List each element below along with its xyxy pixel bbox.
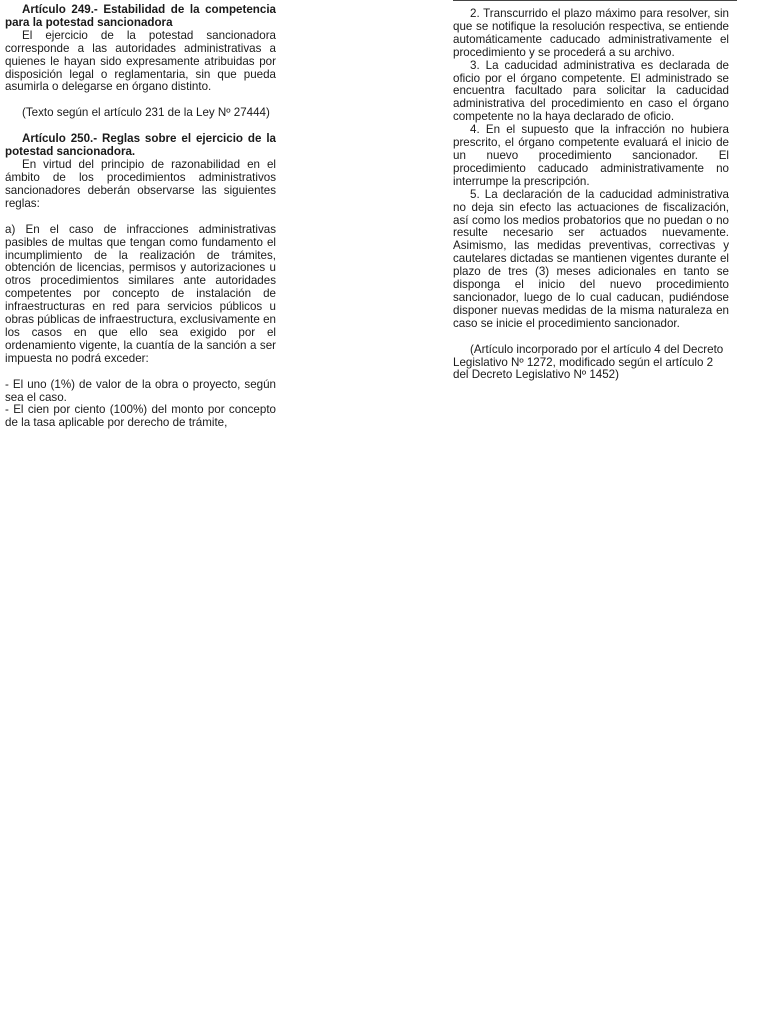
article-250-heading: Artículo 250.- Reglas sobre el ejercicio de la potestad sancionadora. <box>5 132 276 159</box>
article-250-rule-a-item-1: - El uno (1%) de valor de la obra o proyecto, según sea el caso. <box>5 377 276 404</box>
item-3: 3. La caducidad administrativa es declarada de oficio por el órgano competente. El administrado se encuentra facultado para solicitar la caducidad administrativa del procedimiento en caso el órgano competente no la haya declarado de oficio. <box>453 58 729 124</box>
article-249-note: (Texto según el artículo 231 de la Ley Nº 27444) <box>22 106 270 120</box>
item-5: 5. La declaración de la caducidad administrativa no deja sin efecto las actuaciones de fiscalización, así como los medios probatorios que no puedan o no resulte necesario ser actuados nuevamente. Asimismo, las medidas preventivas, correctivas y cautelares dictadas se mantienen vigentes durante el plazo de tres (3) meses adicionales en tanto se disponga el inicio del nuevo procedimiento sancionador, luego de lo cual caducan, pudiéndose disponer nuevas medidas de la misma naturaleza en caso se inicie el procedimiento sancionador. <box>453 187 729 330</box>
article-249-heading: Artículo 249.- Estabilidad de la competencia para la potestad sancionadora <box>5 3 276 29</box>
article-250-intro: En virtud del principio de razonabilidad en el ámbito de los procedimientos administrativos sancionadores deberán observarse las siguientes reglas: <box>5 158 276 210</box>
article-249-body: El ejercicio de la potestad sancionadora corresponde a las autoridades administrativas a quienes le hayan sido expresamente atribuidas por disposición legal o reglamentaria, sin que pueda asumirla o delegarse en órgano distinto. <box>5 28 276 94</box>
column-top-rule <box>453 0 737 1</box>
item-4: 4. En el supuesto que la infracción no hubiera prescrito, el órgano competente evaluará el inicio de un nuevo procedimiento sancionador. El procedimiento caducado administrativamente no interrumpe la prescripción. <box>453 123 729 188</box>
article-250-rule-a: a) En el caso de infracciones administrativas pasibles de multas que tengan como fundamento el incumplimiento de la realización de trámites, obtención de licencias, permisos y autorizaciones u otros procedimientos similares ante autoridades competentes por concepto de instalación de infraestructuras en red para servicios públicos u obras públicas de infraestructura, exclusivamente en los casos en que ello sea exigido por el ordenamiento vigente, la cuantía de la sanción a ser impuesta no podrá exceder: <box>5 222 276 365</box>
right-column <box>453 8 729 382</box>
incorporation-note: (Artículo incorporado por el artículo 4 del Decreto Legislativo Nº 1272, modificado según el artículo 2 del Decreto Legislativo Nº 1452) <box>453 342 724 382</box>
item-2: 2. Transcurrido el plazo máximo para resolver, sin que se notifique la resolución respectiva, se entiende automáticamente caducado administrativamente el procedimiento y se procederá a su archivo. <box>453 7 729 59</box>
left-column <box>5 4 276 430</box>
article-250-rule-a-item-2: - El cien por ciento (100%) del monto por concepto de la tasa aplicable por derecho de trámite, <box>5 403 276 430</box>
